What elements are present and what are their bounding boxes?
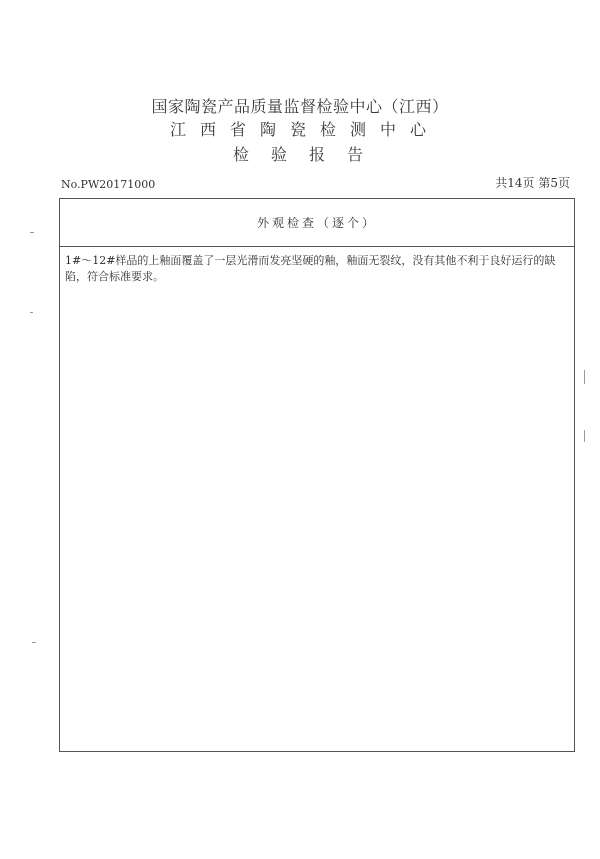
section-title: 外观检查（逐个） [256, 216, 377, 230]
inspection-frame [59, 198, 575, 752]
page-info: 共14页 第5页 [495, 176, 570, 190]
scan-mark [584, 430, 585, 442]
report-title-line1: 国家陶瓷产品质量监督检验中心（江西） [151, 97, 449, 116]
report-number: No.PW20171000 [61, 178, 156, 191]
scan-mark [30, 312, 33, 313]
scan-mark [584, 370, 585, 384]
section-header [60, 199, 574, 247]
scan-mark [30, 232, 34, 233]
report-title-line3: 检验报告 [232, 145, 385, 164]
section-body: 1#～12#样品的上釉面覆盖了一层光滑而发亮坚硬的釉，釉面无裂纹，没有其他不利于良好运行的缺陷，符合标准要求。 [65, 254, 556, 283]
scan-mark [32, 642, 36, 643]
report-title-line2: 江西省陶瓷检测中心 [169, 120, 440, 139]
